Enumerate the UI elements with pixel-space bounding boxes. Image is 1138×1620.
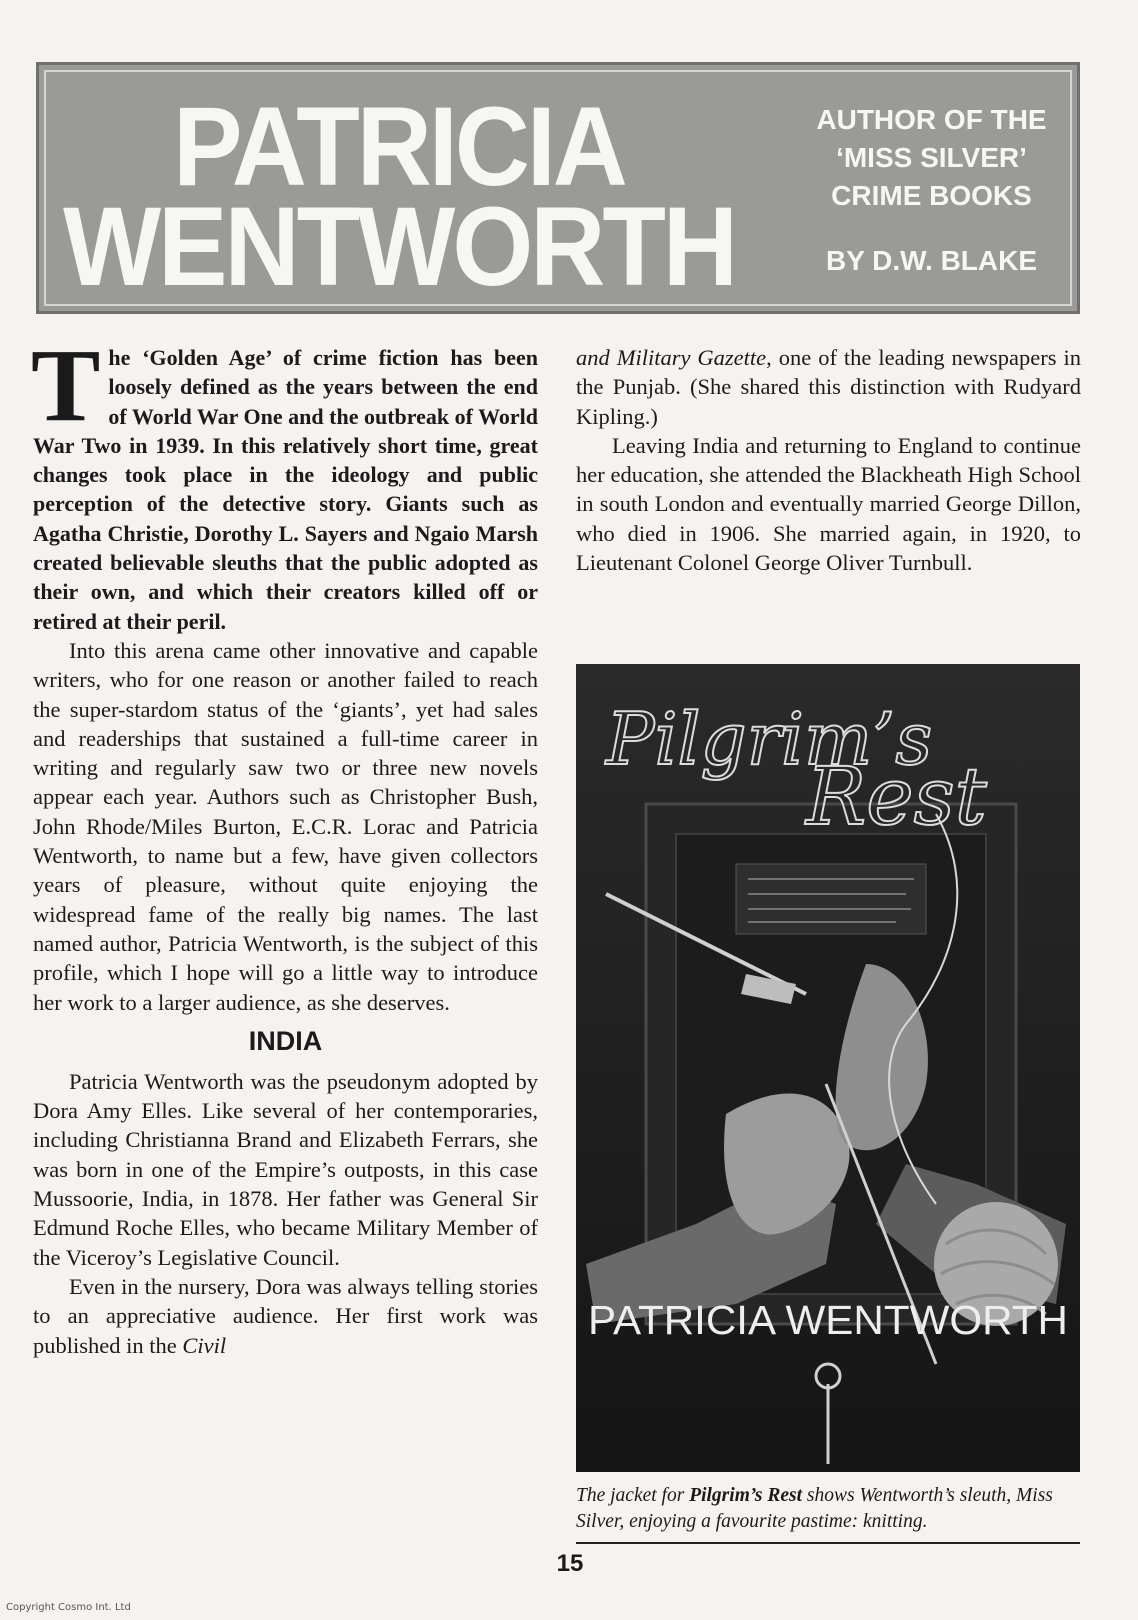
paragraph-nursery-italic: Civil — [182, 1332, 227, 1358]
caption-divider — [576, 1542, 1080, 1544]
subtitle-line-3: CRIME BOOKS — [831, 180, 1032, 211]
lead-text: he ‘Golden Age’ of crime fiction has been loosely defined as the years between the end of World War One and the outbreak of World War Two in 1939. In this relatively short time, great changes took place in the ideology and public perception of the detective story. Giants such as Agatha Christie, Dorothy L. Sayers and Ngaio Marsh created believable sleuths that the public adopted as their own, and which their creators killed off or retired at their peril. — [33, 345, 538, 634]
article-header-banner — [36, 62, 1080, 314]
page-number: 15 — [556, 1550, 584, 1577]
figure-caption — [576, 1483, 1080, 1535]
paragraph-pseudonym: Patricia Wentworth was the pseudonym adopted by Dora Amy Elles. Like several of her contemporaries, including Christianna Brand and Elizabeth Ferrars, she was born in one of the Empire’s outposts, in this case Mussoorie, India, in 1878. Her father was General Sir Edmund Roche Elles, who became Military Member of the Viceroy’s Legislative Council. — [33, 1068, 538, 1270]
gazette-italic: and Military Gazette — [576, 345, 767, 370]
caption-suffix: shows Wentworth’s sleuth, Miss Silver, enjoying a favourite pastime: knitting. — [576, 1485, 1053, 1532]
author-byline: BY D.W. BLAKE — [825, 245, 1038, 276]
caption-prefix: The jacket for — [576, 1485, 690, 1506]
copyright-notice: Copyright Cosmo Int. Ltd — [6, 1602, 131, 1613]
right-column — [576, 343, 1081, 577]
article-subtitle — [784, 101, 1079, 215]
paragraph-gazette — [576, 343, 1081, 431]
paragraph-arena: Into this arena came other innovative and capable writers, who for one reason or another failed to reach the super-stardom status of the ‘giants’, yet had sales and readerships that sustained a full-time career in writing and regularly saw two or three new novels appear each year. Authors such as Christopher Bush, John Rhode/Miles Burton, E.C.R. Lorac and Patricia Wentworth, to name but a few, have given collectors years of pleasure, without quite enjoying the widespread fame of the really big names. The last named author, Patricia Wentworth, is the subject of this profile, which I hope will go a little way to introduce her work to a larger audience, as she deserves. — [33, 637, 538, 1015]
cover-title-line-1: Pilgrim’s — [606, 697, 933, 781]
article-title-line-2: WENTWORTH — [63, 184, 735, 310]
gazette-text: , one of the leading newspapers in the Punjab. (She shared this distinction with Rudyard Kipling.) — [576, 345, 1081, 429]
book-jacket-illustration — [576, 664, 1080, 1472]
cover-author: PATRICIA WENTWORTH — [588, 1297, 1068, 1343]
left-column — [31, 328, 538, 1360]
lead-paragraph — [31, 328, 538, 636]
section-heading-india: INDIA — [248, 1025, 323, 1056]
subtitle-line-2: ‘MISS SILVER’ — [836, 142, 1027, 173]
book-jacket-image — [576, 664, 1080, 1472]
drop-cap: T — [31, 328, 101, 443]
paragraph-nursery — [33, 1272, 538, 1360]
cover-title-line-2: Rest — [806, 750, 987, 843]
caption-bold-title: Pilgrim’s Rest — [689, 1485, 803, 1506]
subtitle-line-1: AUTHOR OF THE — [816, 104, 1047, 135]
paragraph-england: Leaving India and returning to England to continue her education, she attended the Blackheath High School in south London and eventually married George Dillon, who died in 1906. She married again, in 1920, to Lieutenant Colonel George Oliver Turnbull. — [576, 432, 1081, 576]
article-title-line-1: PATRICIA — [173, 84, 625, 210]
paragraph-nursery-text: Even in the nursery, Dora was always telling stories to an appreciative audience. Her first work was published in the — [33, 1273, 538, 1358]
